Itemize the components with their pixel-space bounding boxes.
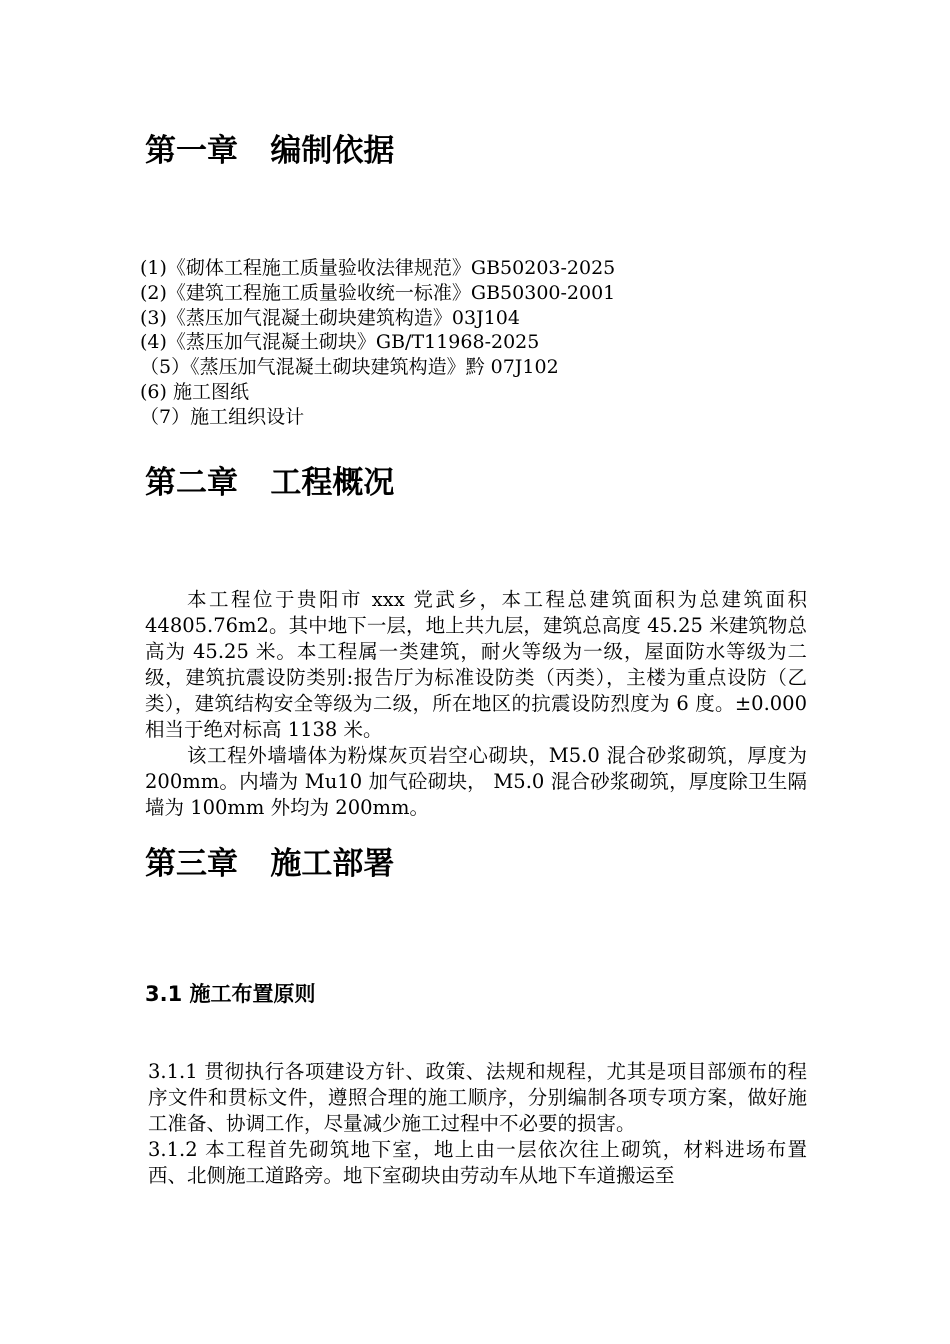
- reference-item: (3)《蒸压加气混凝土砌块建筑构造》03J104: [140, 306, 520, 329]
- reference-item: （5）《蒸压加气混凝土砌块建筑构造》黔 07J102: [140, 356, 559, 379]
- overview-paragraph: 该工程外墙墙体为粉煤灰页岩空心砌块，M5.0 混合砂浆砌筑，厚度为 200mm。内墙为 Mu10 加气砼砌块， M5.0 混合砂浆砌筑，厚度除卫生隔墙为 100mm 外均为 200mm。: [145, 744, 807, 819]
- section-paragraph: 3.1.2 本工程首先砌筑地下室，地上由一层依次往上砌筑，材料进场布置西、北侧施工道路旁。地下室砌块由劳动车从地下车道搬运至: [148, 1138, 807, 1187]
- reference-item: （7）施工组织设计: [140, 405, 305, 428]
- reference-item: (2)《建筑工程施工质量验收统一标准》GB50300-2001: [140, 281, 616, 304]
- chapter-2-title: 第二章 工程概况: [145, 465, 395, 501]
- reference-item: (6) 施工图纸: [140, 380, 249, 403]
- section-paragraph: 3.1.1 贯彻执行各项建设方针、政策、法规和规程，尤其是项目部颁布的程序文件和贯标文件，遵照合理的施工顺序，分别编制各项专项方案，做好施工准备、协调工作，尽量减少施工过程中不必要的损害。: [148, 1060, 807, 1135]
- chapter-1-title: 第一章 编制依据: [145, 133, 395, 169]
- reference-item: (4)《蒸压加气混凝土砌块》GB/T11968-2025: [140, 331, 540, 354]
- section-3-1-text: [145, 1059, 807, 1189]
- section-3-1-title: 3.1 施工布置原则: [145, 982, 316, 1006]
- overview-paragraph: 本工程位于贵阳市 xxx 党武乡，本工程总建筑面积为总建筑面积 44805.76m2。其中地下一层，地上共九层，建筑总高度 45.25 米建筑物总高为 45.25 米。本工程属一类建筑，耐火等级为一级，屋面防水等级为二级，建筑抗震设防类别:报告厅为标准设防类（丙类），主楼为重点设防（乙类），建筑结构安全等级为二级，所在地区的抗震设防烈度为 6 度。±0.000 相当于绝对标高 1138 米。: [145, 588, 807, 741]
- reference-list: [140, 256, 820, 430]
- overview-text: [145, 587, 807, 821]
- chapter-3-title: 第三章 施工部署: [145, 846, 395, 882]
- reference-item: (1)《砌体工程施工质量验收法律规范》GB50203-2025: [140, 257, 616, 279]
